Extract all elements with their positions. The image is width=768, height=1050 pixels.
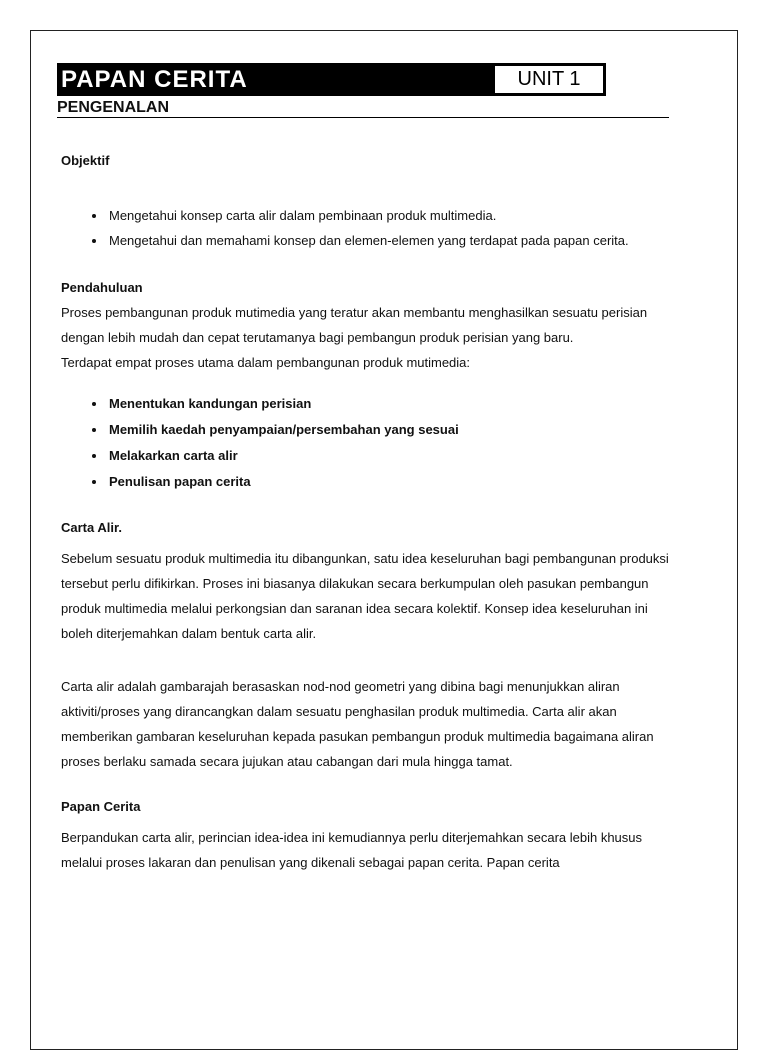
unit-label: UNIT 1: [494, 65, 604, 94]
document-body: [61, 148, 671, 875]
list-item: • Menentukan kandungan perisian: [107, 391, 671, 417]
title-bar: [57, 63, 606, 96]
process-list: [61, 391, 671, 495]
papan-cerita-paragraph: Berpandukan carta alir, perincian idea-idea ini kemudiannya perlu diterjemahkan secara lebih khusus melalui proses lakaran dan penulisan yang dikenali sebagai papan cerita. Papan cerita: [61, 830, 643, 870]
carta-alir-paragraph-2: Carta alir adalah gambarajah berasaskan nod-nod geometri yang dibina bagi menunjukkan aliran aktiviti/proses yang dirancangkan dalam sesuatu penghasilan produk multimedia. Carta alir akan memberikan gambaran keseluruhan kepada pasukan pembangun produk multimedia bagaimana aliran proses berlaku samada secara jujukan atau cabangan dari mula hingga tamat.: [61, 679, 654, 769]
header-divider: [57, 117, 669, 118]
papan-cerita-heading: Papan Cerita: [61, 799, 141, 814]
list-item: • Penulisan papan cerita: [107, 469, 671, 495]
objektif-heading: Objektif: [61, 153, 110, 168]
section-subtitle: PENGENALAN: [57, 99, 170, 116]
document-title: PAPAN CERITA: [61, 66, 248, 93]
objektif-list: [61, 203, 671, 253]
list-item: • Melakarkan carta alir: [107, 443, 671, 469]
pendahuluan-heading: Pendahuluan: [61, 280, 143, 295]
list-item: • Memilih kaedah penyampaian/persembahan yang sesuai: [107, 417, 671, 443]
list-item: • Mengetahui dan memahami konsep dan elemen-elemen yang terdapat pada papan cerita.: [107, 228, 671, 253]
carta-alir-heading: Carta Alir.: [61, 520, 122, 535]
list-item: • Mengetahui konsep carta alir dalam pembinaan produk multimedia.: [107, 203, 671, 228]
carta-alir-paragraph: Sebelum sesuatu produk multimedia itu dibangunkan, satu idea keseluruhan bagi pembangunan produksi tersebut perlu difikirkan. Proses ini biasanya dilakukan secara berkumpulan oleh pasukan pembangun produk multimedia melalui perkongsian dan saranan idea secara kolektif. Konsep idea keseluruhan ini boleh diterjemahkan dalam bentuk carta alir.: [61, 551, 669, 641]
pendahuluan-paragraph: Proses pembangunan produk mutimedia yang teratur akan membantu menghasilkan sesuatu perisian dengan lebih mudah dan cepat terutamanya bagi pembangun produk perisian yang baru.: [61, 305, 648, 345]
pendahuluan-paragraph-2: Terdapat empat proses utama dalam pembangunan produk mutimedia:: [61, 355, 471, 370]
